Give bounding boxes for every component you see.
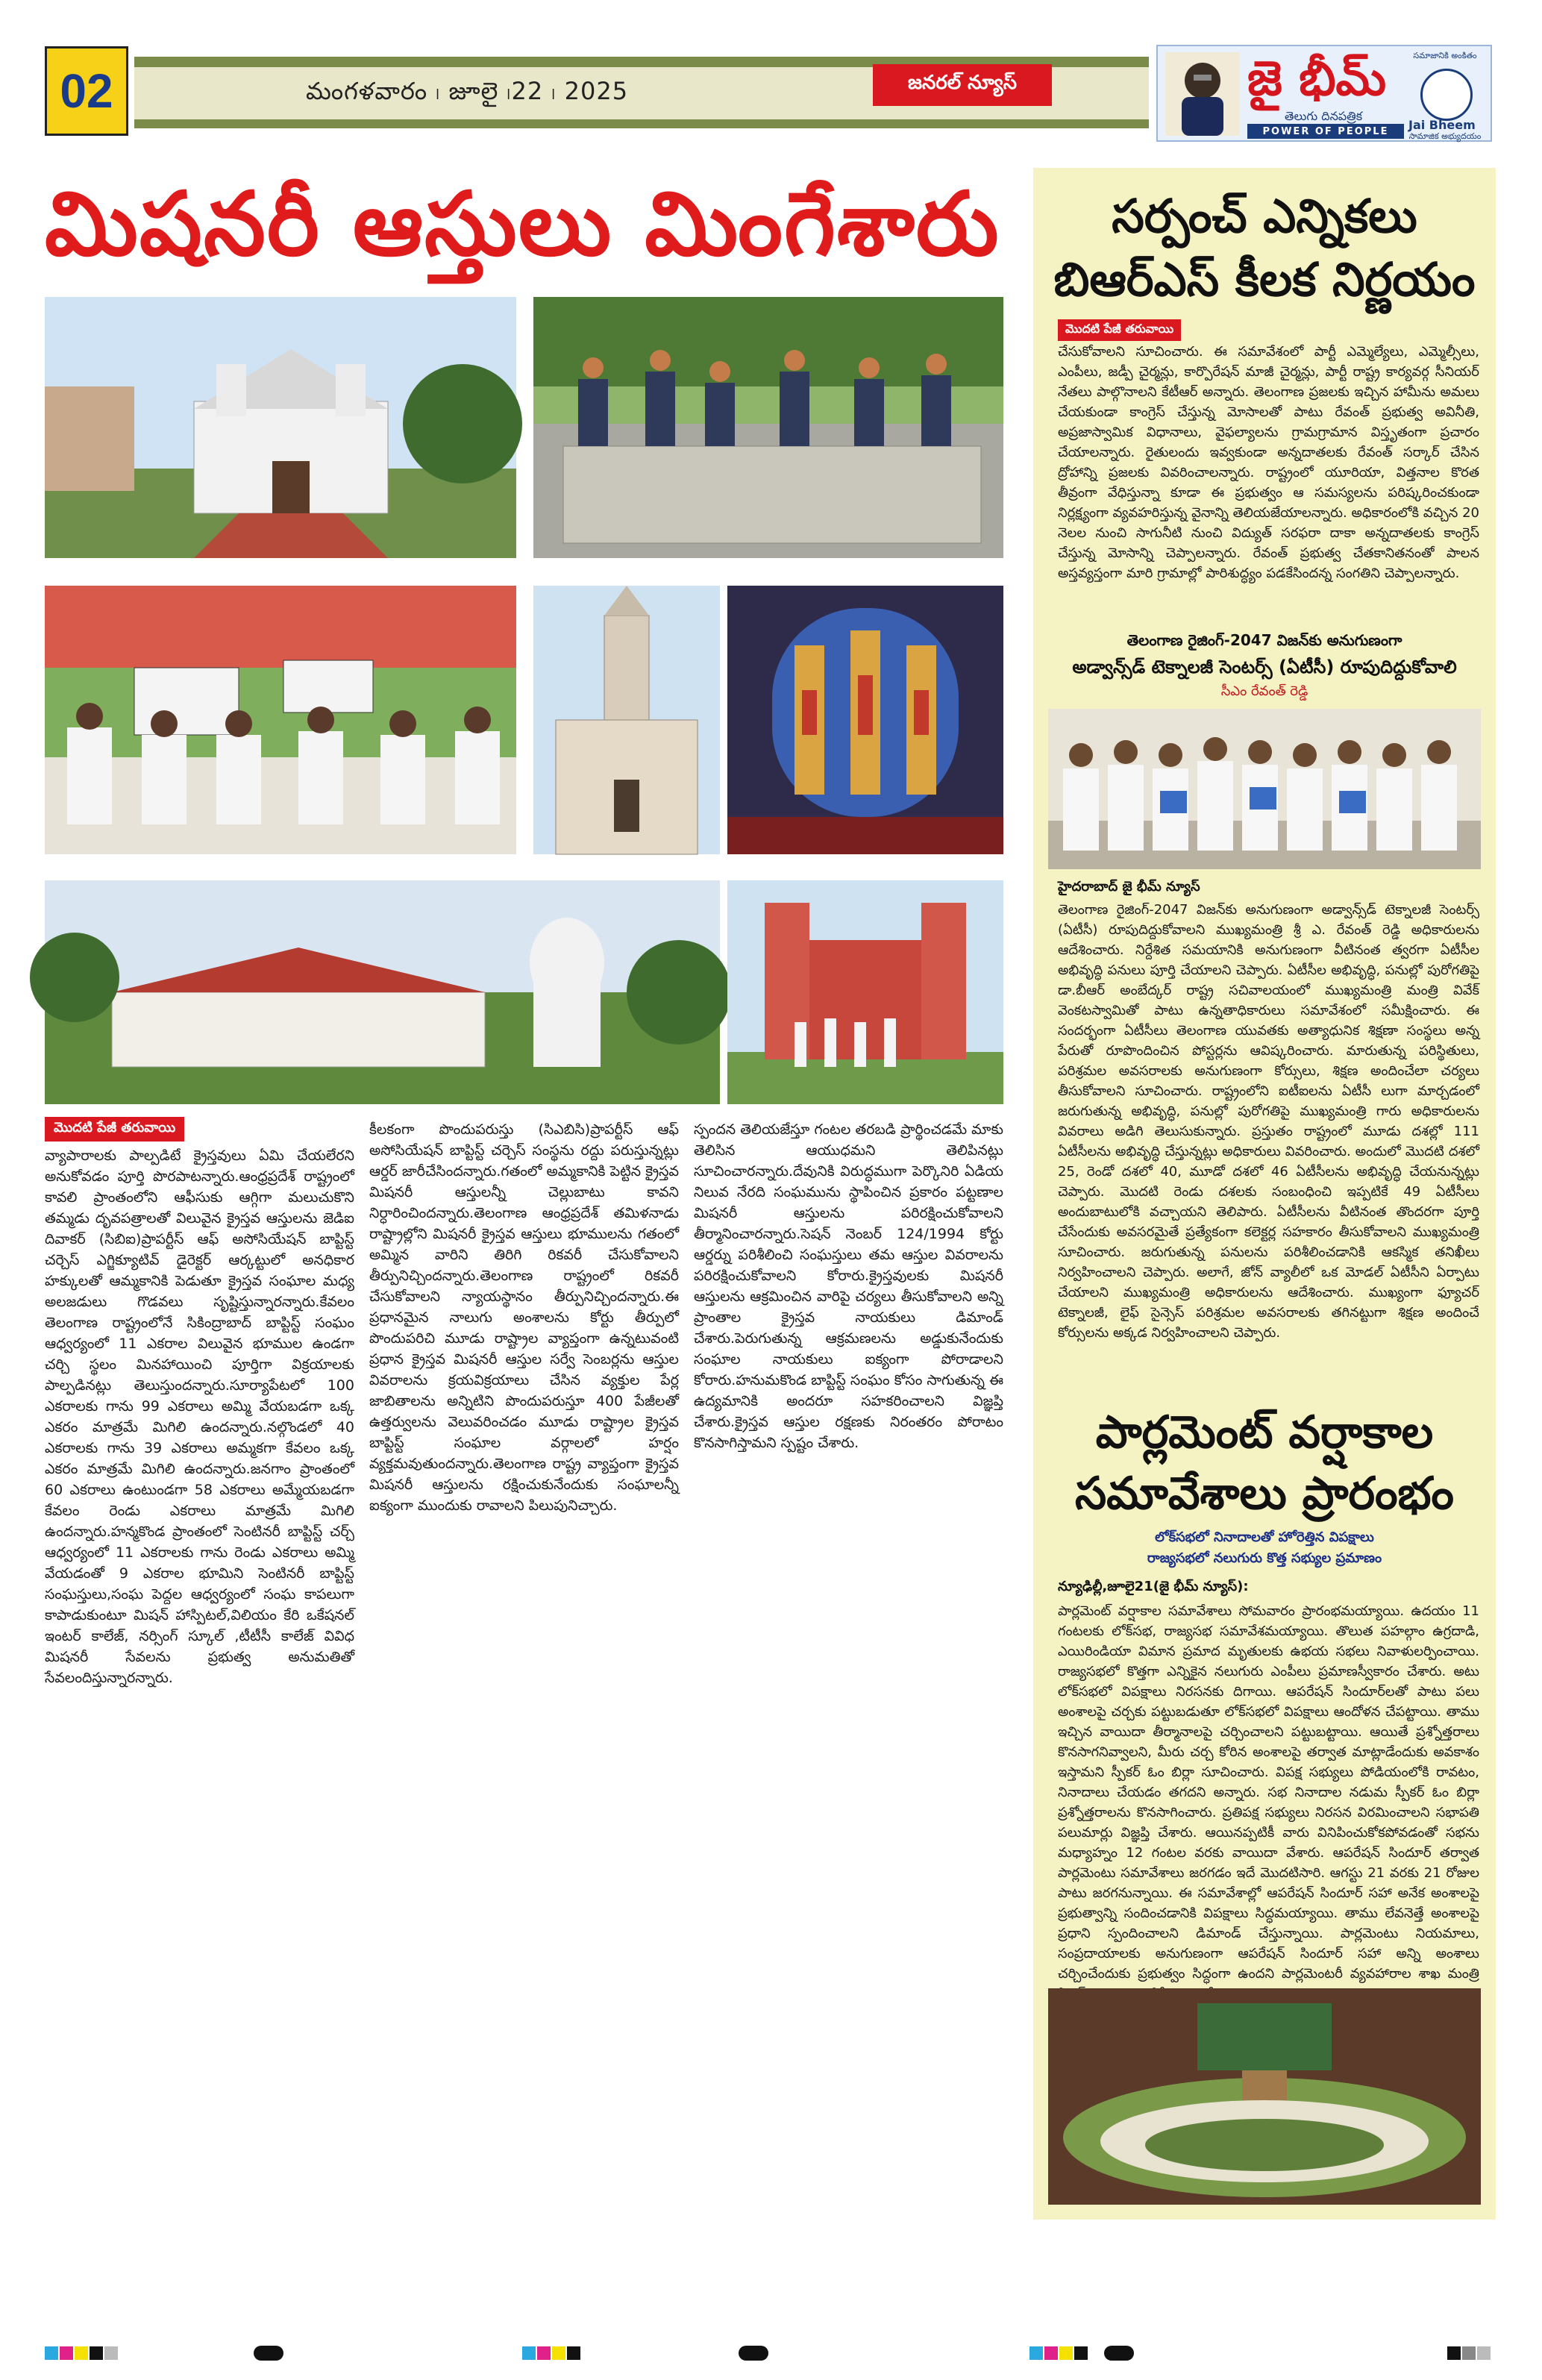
logo-english: Jai Bheem [1408,118,1476,132]
right-story1-kicker: మొదటి పేజీ తరువాయి [1058,319,1181,341]
right-story3-body: పార్లమెంట్ వర్షాకాల సమావేశాలు సోమవారం ప్రారంభమయ్యాయి. ఉదయం 11 గంటలకు లోక్‌సభ, రాజ్యసభ సమావేశమయ్యాయి. తొలుత పహల్గాం ఉగ్రదాడి, ఎయిరిండియా విమాన ప్రమాద మృతులకు ఉభయ సభలు నివాళులర్పించాయి. రాజ్యసభలో కొత్తగా ఎన్నికైన నలుగురు ఎంపీలు ప్రమాణస్వీకారం చేశారు. అటు లోక్‌సభలో విపక్షాలు నిరసనకు దిగాయి. ఆపరేషన్ సిందూర్‌లతో పాటు పలు అంశాలపై చర్చకు పట్టుబడుతూ లోక్‌సభలో విపక్షాలు ఆందోళన చేపట్టాయి. తాము ఇచ్చిన వాయిదా తీర్మానాలపై చర్చించాలని పట్టుబట్టాయి. ఆయితే ప్రశ్నోత్తరాలు కొనసాగనివ్వాలని, మీరు చర్చ కోరిన అంశాలపై తర్వాత మాట్లాడేందుకు అవకాశం ఇస్తామని స్పీకర్ ఓం బిర్లా సూచించారు. విపక్ష సభ్యులు పోడియంలోకి రావటం, నినాదాలు చేయడం తగదని అన్నారు. సభ నినాదాల నడుమ స్పీకర్ ఓం బిర్లా ప్రశ్నోత్తరాలను కొనసాగించారు. ప్రతిపక్ష సభ్యులు నిరసన విరమించాలని సభాపతి పలుమార్లు విజ్ఞప్తి చేశారు. ఆయినప్పటికీ వారు వినిపించుకోకపోవడంతో సభను మధ్యాహ్నం 12 గంటల వరకు వాయిదా వేశారు. ఆపరేషన్ సిందూర్ తర్వాత పార్లమెంటు సమావేశాలు జరగడం ఇదే మొదటిసారి. ఆగస్టు 21 వరకు 21 రోజుల పాటు జరగనున్నాయి. ఈ సమావేశాల్లో ఆపరేషన్ సిందూర్ సహా అనేక అంశాలపై ప్రభుత్వాన్ని సందించడానికి విపక్షాలు సిద్ధమయ్యాయి. తాము లేవనెత్తే అంశాలపై ప్రధాని స్పందించాలని డిమాండ్ చేస్తున్నాయి. పార్లమెంటు నియమాలు, సంప్రదాయాలకు అనుగుణంగా ఆపరేషన్ సిందూర్ సహా అన్ని అంశాలు చర్చించేందుకు ప్రభుత్వం సిద్ధంగా ఉందని పార్లమెంటరీ వ్యవహారాల శాఖ మంత్రి [1058,1603,1479,1982]
logo-side-top: సమాజానికి అంకితం [1413,51,1477,60]
right-story2-byline: సీఎం రేవంత్ రెడ్డి [1220,683,1308,699]
main-story-column-1: వ్యాపారాలకు పాల్పడిటే క్రైస్తవులు ఏమి చేయలేరని అనుకోవడం పూర్తి పొరపాటన్నారు.ఆంధ్రప్రదేశ్ రాష్ట్రంలో కావలి ప్రాంతంలోని ఆఫీసుకు ఆగ్గిగా మలుచుకొని తమ్మడు దృవపత్రాలతో విలువైన క్రైస్తవ ఆస్తులను జెడిఐ దివాకర్ (సిబిఐ)ప్రాపర్టీస్ ఆఫ్ అసోసియేషన్ బాప్టిస్ట్ చర్చెస్ ఎగ్జిక్యూటివ్ డైరెక్టర్ ఆర్కట్టులో అనధికార హక్కులతో ఆమ్మకానికి పెడుతూ క్రైస్తవ సంఘాల మధ్య అలజడులు గొడవలు సృష్టిస్తున్నారన్నారు.కేవలం తెలంగాణ రాష్ట్రంలోనే సికింద్రాబాద్ బాప్టిస్ట్ సంఘం ఆధ్వర్యంలో 11 ఎకరాల విలువైన భూముల ఉండగా చర్చి స్థలం మినహాయించి పూర్తిగా విక్రయాలకు పాల్పడినట్లు తెలుస్తుందన్నారు.సూర్యాపేటలో 100 ఎకరాలకు గాను 99 ఎకరాలు అమ్మి వేయబడగా ఒక్క ఎకరం మాత్రమే మిగిలి ఉందన్నారు.నల్గొండలో 40 ఎకరాలకు గాను 39 ఎకరాలు అమ్మకగా కేవలం ఒక్క ఎకరం మాత్రమే మిగిలి ఉందన్నారు.జనగాం ప్రాంతంలో 60 ఎకరాలు ఉంటుండగా 58 ఎకరాలు అమ్మేయబడగా కేవలం రెండు ఎకరాలు మాత్రమే మిగిలి ఉందన్నారు.హన్మకొండ ప్రాంతంలో సెంటినరీ బాప్టిస్ట్ చర్చ్ ఆధ్వర్యంలో 11 ఎకరాలకు గాను రెండు ఎకరాలు అమ్మి వేయడంతో 9 ఎకరాల భూమిని సెంటినరీ బాప్టిస్ట్ సంఘస్తులు,సంఘ పెద్దల ఆధ్వర్యంలో సంఘ కాపలుగా కాపాడుకుంటూ మిషన్ హాస్పిటల్,విలియం కేరి ఒకేషనల్ ఇంటర్ కాలేజ్, నర్సింగ్ స్కూల్ ,టీటీసీ కాలేజ్ వివిధ మిషనరీ సేవలను ప్రభుత్వ అనుమతితో సేవలందిస్తున్నారన్నారు. [45,1147,354,1686]
right-story2-dateline: హైదరాబాద్ జై భీమ్ న్యూస్ [1058,879,1200,895]
right-story3-sub-1: లోక్‌సభలో నినాదాలతో హోరెత్తిన విపక్షాలు [1155,1529,1374,1545]
main-story-kicker: మొదటి పేజీ తరువాయి [45,1117,184,1142]
print-registration-marks [45,2343,1507,2365]
section-label: జనరల్ న్యూస్ [873,64,1052,106]
church-tower-photo [533,586,720,854]
logo-tagline: తెలుగు దినపత్రిక [1285,109,1363,123]
church-campus-photo [45,880,720,1104]
logo-side-bottom: సామాజిక అభ్యుదయం [1408,131,1482,141]
wall-construction-photo [533,297,1003,558]
emblem-icon [1420,69,1473,121]
church-photo-1 [45,297,516,558]
logo-bar: POWER OF PEOPLE [1247,124,1404,139]
right-story2-body: తెలంగాణ రైజింగ్-2047 విజన్‌కు అనుగుణంగా అడ్వాన్స్‌డ్ టెక్నాలజీ సెంటర్స్ (ఏటీసీ) రూపుదిద్దుకోవాలని ముఖ్యమంత్రి శ్రీ ఎ. రేవంత్ రెడ్డి అధికారులను ఆదేశించారు. నిర్దేశిత సమయానికి అనుగుణంగా వీటినంత త్వరగా ఏటీసీల అభివృద్ధి పనులు పూర్తి చేయాలని చెప్పారు. ఏటీసీల అభివృద్ధి, పనుల్లో పురోగతిపై డా.బీఆర్ అంబేద్కర్ రాష్ట్ర సచివాలయంలో ముఖ్యమంత్రి మంత్రి వివేక్ వెంకటస్వామితో పాటు ఉన్నతాధికారులు సమావేశంలో సమీక్షించారు. ఈ సందర్భంగా ఏటీసీలు తెలంగాణ యువతకు అత్యాధునిక శిక్షణా సంస్థలు అన్న పేరుతో రూపొందించిన పోస్టర్లను ఆవిష్కరించారు. మారుతున్న పరిస్థితులు, పరిశ్రమల అవసరాలకు అనుగుణంగా కోర్సులు, శిక్షణ అందించేలా చర్యలు తీసుకోవాలని సూచించారు. రాష్ట్రంలోని ఐటీఐలను ఏటీసీ లుగా మార్చడంలో జరుగుతున్న అభివృద్ధి, పనుల్లో పురోగతిపై ముఖ్యమంత్రి గారు అధికారులను వివరాలు అడిగి తెలుసుకున్నారు. ప్రస్తుతం రాష్ట్రంలో మూడు దశల్లో 111 ఏటీసీలను అభివృద్ధి చేస్తున్నట్లు అధికారులు వివరించారు. అందులో మొదటి దశలో 25, రెండో దశలో 40, మూడో దశలో 46 ఏటీసీలను అభివృద్ధి చేయనున్నట్లు చెప్పారు. మొదటి రెండు దశలకు సంబంధించి ఇప్పటికే 49 ఏటీసీలు అందుబాటులోకి వచ్చాయని తెలిపారు. ఏటీసీలను వీటినంత తొందరగా పూర్తి చేసేందుకు అవసరమైతే ప్రత్యేకంగా కలెక్టర్ల సహకారం తీసుకోవాలని ముఖ్యమంత్రి సూచించారు. జరుగుతున్న పనులను పరిశీలించడానికి ఆకస్మిక తనిఖీలు నిర్వహించాలని చెప్పారు. అలాగే, జోన్ వ్యాలీలో ఒక మోడల్ ఏటీసీని ఏర్పాటు చేయాలని ముఖ్యమంత్రి అధికారులను ఆదేశించారు. ముఖ్యంగా ఫ్యూచర్ టెక్నాలజీ, లైఫ్ సైన్సెస్ పరిశ్రమల అవసరాలకు తగినట్టుగా శిక్షణ అందించే కోర్సులను అక్కడ నిర్వహించాలని చెప్పారు. [1058,902,1479,1341]
stained-glass-photo [727,586,1003,854]
right-story3-dateline: న్యూఢిల్లీ,జూలై21(జై భీమ్ న్యూస్): [1058,1579,1249,1594]
red-church-photo [727,880,1003,1104]
right-story1-body: చేసుకోవాలని సూచించారు. ఈ సమావేశంలో పార్టీ ఎమ్మెల్యేలు, ఎమ్మెల్సీలు, ఎంపీలు, జడ్పీ చైర్మన్లు, కార్పొరేషన్ మాజీ చైర్మన్లు, పార్టీ రాష్ట్ర కార్యవర్గ సీనియర్ నేతలు పాల్గొనాలని కేటీఆర్ అన్నారు. తెలంగాణ ప్రజలకు ఇచ్చిన హామీను అమలు చేయకుండా కాంగ్రెస్ చేస్తున్న మోసాలతో పాటు రేవంత్ ప్రభుత్వ అవినీతి, అప్రజాస్వామిక విధానాలు, వైఫల్యాలను గ్రామగ్రామాన విస్తృతంగా ప్రచారం చేయాలన్నారు. రైతులందు ఇవ్వకుండా అన్నదాతలకు రేవంత్ సర్కార్ చేసిన ద్రోహాన్ని ప్రజలకు వివరించాలన్నారు. రాష్ట్రంలో యూరియా, విత్తనాల కొరత తీవ్రంగా వేధిస్తున్నా కూడా ఈ ప్రభుత్వం ఆ సమస్యలను పరిష్కరించకుండా నిర్లక్ష్యంగా వ్యవహరిస్తున్న వైనాన్ని తెలియజేయాలన్నారు. అధికారంలోకి వచ్చిన 20 నెలల నుంచి సాగునీటి నుంచి విద్యుత్ సరఫరా దాకా అన్నదాతలకు కాంగ్రెస్ చేస్తున్న మోసాన్ని చెప్పాలన్నారు. రేవంత్ ప్రభుత్వ చేతకానితనంతో పాలన అస్తవ్యస్తంగా మారి గ్రామాల్లో పారిశుద్ధ్యం పడకేసిందన్న సంగతిని చెప్పాలన్నారు. [1058,344,1479,581]
right-story1-headline-1: సర్పంచ్ ఎన్నికలు [1112,189,1417,243]
right-story3-headline-2: సమావేశాలు ప్రారంభం [1075,1468,1454,1520]
main-story-column-2: కీలకంగా పొందుపరుస్తు (సిఎబిసి)ప్రాపర్టీస్ ఆఫ్ అసోసియేషన్ బాప్టిస్ట్ చర్చెస్ సంస్థను రద్దు పరుస్తున్నట్లు ఆర్డర్ జారీచేసిందన్నారు.గతంలో అమ్మకానికి పెట్టిన క్రైస్తవ మిషనరీ ఆస్తులన్నీ చెల్లుబాటు కావని నిర్ధారించిందన్నారు.తెలంగాణ ఆంధ్రప్రదేశ్ తమిళనాడు రాష్ట్రాల్లోని మిషనరీ క్రైస్తవ ఆస్తులు భూములను గతంలో అమ్మిన వారిని తిరిగి రికవరీ చేసుకోవాలని తీర్పునిచ్చిందన్నారు.తెలంగాణ రాష్ట్రంలో రికవరీ చేసుకోవాలని న్యాయస్థానం తీర్పునిచ్చిందన్నారు.ఈ ప్రధానమైన నాలుగు అంశాలను కోర్టు తీర్పులో పొందుపరిచి మూడు రాష్ట్రాల వ్యాప్తంగా ఉన్నటువంటి ప్రధాన క్రైస్తవ మిషనరీ ఆస్తుల సర్వే సెంబర్లను ఆస్తుల వివరాలను క్రయవిక్రయాలు చేసిన వ్యక్తుల పేర్ల జాబితాలను అన్నిటిని పొందుపరుస్తూ 400 పేజీలతో ఉత్తర్వులను వెలువరించడం మూడు రాష్ట్రాల క్రైస్తవ బాప్టిస్ట్ సంఘాల వర్గాలలో హర్షం వ్యక్తమవుతుందన్నారు.తెలంగాణ రాష్ట్ర వ్యాప్తంగా క్రైస్తవ మిషనరీ ఆస్తులను రక్షించుకునేందుకు సంఘాలన్నీ ఐక్యంగా ముందుకు రావాలని పిలుపునిచ్చారు. [369,1121,679,1514]
main-story-column-3: స్పందన తెలియజేస్తూ గంటల తరబడి ప్రార్థించడమే మాకు తెలిసిన ఆయుధమని తెలిపినట్లు సూచించారన్నారు.దేవునికి విరుద్ధముగా పెర్కొనిరి ఏడియ నిలువ నేరది సంఘమును స్థాపించిన ప్రకారం పట్టణాల మిషనరీ ఆస్తులను పరిరక్షించుకోవాలని తీర్మానించారన్నారు.సెషన్ నెంబర్ 124/1994 కోర్టు ఆర్డర్ను పరిశీలించి సంఘస్తులు తమ ఆస్తుల వివరాలను పరిరక్షించుకోవాలని కోరారు.క్రైస్తవులకు మిషనరీ ఆస్తులను ఆక్రమించిన వారిపై చర్యలు తీసుకోవాలని అన్ని ప్రాంతాల క్రైస్తవ నాయకులు డిమాండ్ చేశారు.పెరుగుతున్న ఆక్రమణలను అడ్డుకునేందుకు సంఘాల నాయకులు ఐక్యంగా పోరాడాలని కోరారు.హనుమకొండ బాప్టిస్ట్ సంఘం కోసం సాగుతున్న ఈ ఉద్యమానికి అందరూ సహకరించాలని విజ్ఞప్తి చేశారు.క్రైస్తవ ఆస్తుల రక్షణకు నిరంతరం పోరాటం కొనసాగిస్తామని స్పష్టం చేశారు. [694,1121,1003,1451]
dateline: మంగళవారం ၊ జూలై ၊22 ၊ 2025 [306,77,629,105]
logo-title: జై భీమ్ [1247,51,1387,107]
masthead-logo [1156,45,1492,142]
cm-meeting-photo [1048,709,1481,869]
page-number: 02 [45,46,128,136]
main-story-kicker-wrap [45,1117,184,1142]
ambedkar-portrait-icon [1165,52,1240,136]
parliament-photo [1048,1988,1481,2205]
right-story1-kicker-wrap [1058,319,1181,341]
protest-photo [45,586,516,854]
right-story2-head-1: తెలంగాణ రైజింగ్-2047 విజన్‌కు అనుగుణంగా [1126,631,1402,649]
right-story3-sub-2: రాజ్యసభలో నలుగురు కొత్త సభ్యుల ప్రమాణం [1147,1550,1382,1566]
right-story3-headline-1: పార్లమెంట్ వర్షాకాల [1095,1406,1434,1459]
header-band-bottom [134,119,1149,128]
right-story2-head-2: అడ్వాన్స్‌డ్ టెక్నాలజీ సెంటర్స్ (ఏటీసీ) రూపుదిద్దుకోవాలి [1072,657,1457,677]
right-story1-headline-2: బిఆర్ఎస్ కీలక నిర్ణయం [1053,252,1476,307]
main-headline: మిషనరీ ఆస్తులు మింగేశారు [45,172,1000,275]
